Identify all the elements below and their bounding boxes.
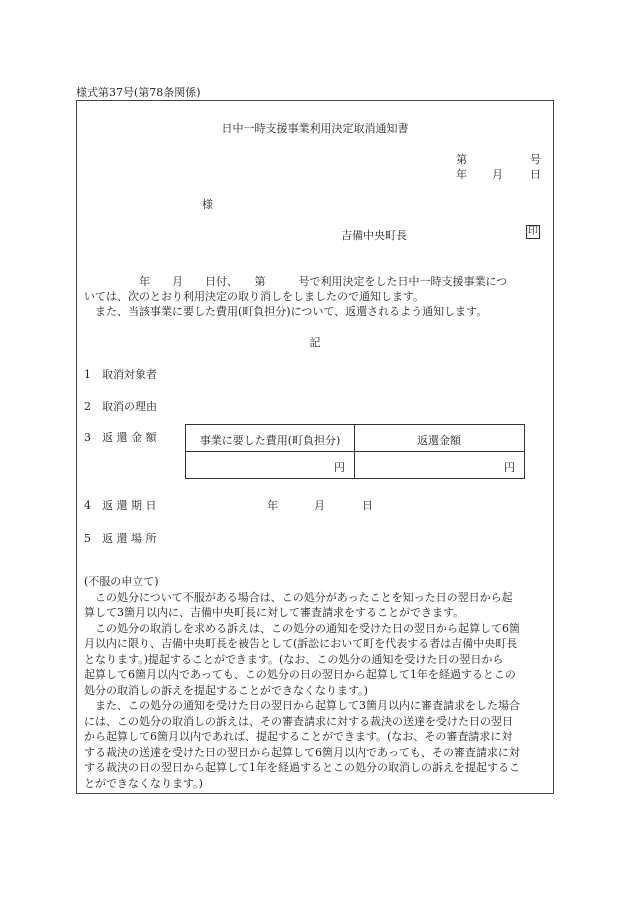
item-cancel-reason xyxy=(84,398,157,414)
table-header-cost: 事業に要した費用(町負担分) xyxy=(199,434,341,447)
appeal-line: 算して3箇月以内に、吉備中央町長に対して審査請求をすることができます。 xyxy=(84,606,465,619)
appeal-line: する裁決の日の翌日から起算して1年を経過するとこの処分の取消しの訴えを提起するこ xyxy=(84,761,520,774)
return-date-month: 月 xyxy=(314,499,325,512)
date-year-label: 年 xyxy=(456,168,467,181)
item-refund-place xyxy=(84,530,157,546)
number-prefix: 第 xyxy=(456,153,467,166)
appeal-line: この処分の取消しを求める訴えは、この処分の通知を受けた日の翌日から起算して6箇 xyxy=(84,622,520,635)
table-cell-refund-yen: 円 xyxy=(504,461,515,474)
body-line-2: いては、次のとおり利用決定の取り消しをしましたので通知します。 xyxy=(84,290,425,303)
item-label: 返 還 期 日 xyxy=(102,499,157,512)
item-label: 返 還 金 額 xyxy=(102,431,157,444)
ki-heading: 記 xyxy=(309,336,321,349)
item-number: 3 xyxy=(84,431,91,444)
item-refund-amount xyxy=(84,429,157,445)
appeal-line: とができなくなります。) xyxy=(84,777,203,790)
appeal-line: 起算して6箇月以内であっても、この処分の日の翌日から起算して1年を経過するとこの xyxy=(84,668,516,681)
addressee-suffix: 様 xyxy=(202,198,213,211)
date-month-label: 月 xyxy=(492,168,503,181)
appeal-line: には、この処分の取消しの訴えは、その審査請求に対する裁決の送達を受けた日の翌日 xyxy=(84,715,513,728)
item-label: 返 還 場 所 xyxy=(102,532,157,545)
item-cancel-target xyxy=(84,366,157,382)
item-label: 取消対象者 xyxy=(102,368,157,381)
item-number: 4 xyxy=(84,499,91,512)
refund-table xyxy=(185,424,525,479)
appeal-line: 月以内に限り、吉備中央町長を被告として(訴訟において町を代表する者は吉備中央町長 xyxy=(84,637,518,650)
issuer-name: 吉備中央町長 xyxy=(341,229,407,242)
number-suffix: 号 xyxy=(530,153,541,166)
item-number: 5 xyxy=(84,532,91,545)
appeal-line: する裁決の送達を受けた日の翌日から起算して6箇月以内であっても、その審査請求に対 xyxy=(84,746,520,759)
document-title: 日中一時支援事業利用決定取消通知書 xyxy=(221,122,409,135)
appeal-line: となります。)提起することができます。(なお、この処分の通知を受けた日の翌日から xyxy=(84,653,504,666)
body-line-1: 年 月 日付、 第 号で利用決定をした日中一時支援事業につ xyxy=(84,275,508,288)
table-header-refund: 返還金額 xyxy=(417,434,461,447)
seal-mark: 印 xyxy=(528,226,538,237)
item-label: 取消の理由 xyxy=(102,400,157,413)
appeal-line: また、この処分の通知を受けた日の翌日から起算して3箇月以内に審査請求をした場合 xyxy=(84,699,520,712)
item-number: 1 xyxy=(84,368,91,381)
appeal-line: この処分について不服がある場合は、この処分があったことを知った日の翌日から起 xyxy=(84,591,513,604)
item-number: 2 xyxy=(84,400,91,413)
table-cell-cost-yen: 円 xyxy=(334,461,345,474)
appeal-line: から起算して6箇月以内であれば、提起することができます。(なお、その審査請求に対 xyxy=(84,730,513,743)
body-line-3: また、当該事業に要した費用(町負担分)について、返還されるよう通知します。 xyxy=(84,305,488,318)
return-date-day: 日 xyxy=(362,499,373,512)
return-date-year: 年 xyxy=(267,499,278,512)
item-refund-date xyxy=(84,497,157,513)
appeal-line: 処分の取消しの訴えを提起することができなくなります。) xyxy=(84,684,368,697)
form-number-label: 様式第37号(第78条関係) xyxy=(76,86,201,99)
date-day-label: 日 xyxy=(530,168,541,181)
table-divider-horizontal xyxy=(186,451,524,452)
appeal-heading: (不服の申立て) xyxy=(84,575,159,588)
